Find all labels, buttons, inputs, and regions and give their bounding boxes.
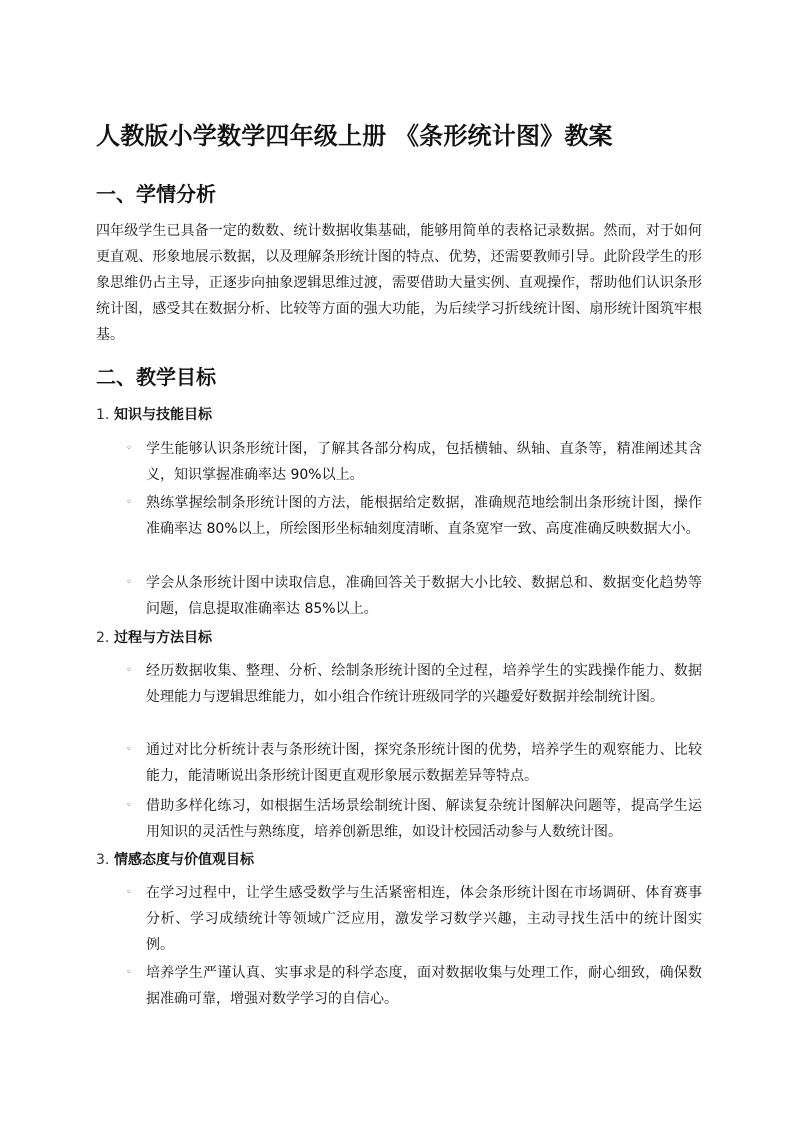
list-bullet — [126, 436, 702, 488]
bullet-icon: ◦ — [126, 665, 132, 676]
bullet-text: 经历数据收集、整理、分析、绘制条形统计图的全过程，培养学生的实践操作能力、数据处理能力与逻辑思维能力，如小组合作统计班级同学的兴趣爱好数据并绘制统计图。 — [146, 663, 702, 705]
bullet-icon: ◦ — [126, 497, 132, 508]
analysis-paragraph: 四年级学生已具备一定的数数、统计数据收集基础，能够用简单的表格记录数据。然而，对于如何更直观、形象地展示数据，以及理解条形统计图的特点、优势，还需要教师引导。此阶段学生的形象思维仍占主导，正逐步向抽象逻辑思维过渡，需要借助大量实例、直观操作，帮助他们认识条形统计图，感受其在数据分析、比较等方面的强大功能，为后续学习折线统计图、扇形统计图筑牢根基。 — [96, 223, 702, 343]
bullet-text: 学生能够认识条形统计图，了解其各部分构成，包括横轴、纵轴、直条等，精准阐述其含义，知识掌握准确率达 90%以上。 — [146, 441, 702, 483]
list-bullet — [126, 570, 702, 622]
bullet-text: 在学习过程中，让学生感受数学与生活紧密相连，体会条形统计图在市场调研、体育赛事分析、学习成绩统计等领域广泛应用，激发学习数学兴趣，主动寻找生活中的统计图实例。 — [146, 885, 702, 953]
bullet-icon: ◦ — [126, 887, 132, 898]
bullet-text: 培养学生严谨认真、实事求是的科学态度，面对数据收集与处理工作，耐心细致，确保数据准确可靠，增强对数学学习的自信心。 — [146, 965, 702, 1007]
objective-item-attitude — [96, 848, 254, 872]
bullet-icon: ◦ — [126, 577, 132, 588]
bullet-icon: ◦ — [126, 967, 132, 978]
bullet-text: 通过对比分析统计表与条形统计图，探究条形统计图的优势，培养学生的观察能力、比较能力，能清晰说出条形统计图更直观形象展示数据差异等特点。 — [146, 742, 702, 784]
bullet-icon: ◦ — [126, 744, 132, 755]
list-bullet — [126, 737, 702, 789]
list-bullet — [126, 658, 702, 710]
list-number: 2. — [96, 630, 110, 646]
bullet-text: 借助多样化练习，如根据生活场景绘制统计图、解读复杂统计图解决问题等，提高学生运用知识的灵活性与熟练度，培养创新思维，如设计校园活动参与人数统计图。 — [146, 798, 702, 840]
bullet-text: 学会从条形统计图中读取信息，准确回答关于数据大小比较、数据总和、数据变化趋势等问题，信息提取准确率达 85%以上。 — [146, 575, 702, 617]
list-number: 1. — [96, 407, 110, 423]
document-title: 人教版小学数学四年级上册 《条形统计图》教案 — [96, 122, 613, 150]
list-bullet — [126, 793, 702, 845]
list-bullet — [126, 880, 702, 958]
section-heading-analysis: 一、学情分析 — [96, 182, 216, 206]
bullet-icon: ◦ — [126, 443, 132, 454]
objective-item-process — [96, 626, 212, 650]
list-bullet — [126, 490, 702, 542]
list-bullet — [126, 960, 702, 1012]
section-heading-objectives: 二、教学目标 — [96, 365, 216, 389]
objective-item-knowledge — [96, 403, 212, 427]
bullet-text: 熟练掌握绘制条形统计图的方法，能根据给定数据，准确规范地绘制出条形统计图，操作准确率达 80%以上，所绘图形坐标轴刻度清晰、直条宽窄一致、高度准确反映数据大小。 — [146, 495, 702, 537]
list-number: 3. — [96, 852, 110, 868]
list-label: 过程与方法目标 — [114, 630, 212, 646]
list-label: 情感态度与价值观目标 — [114, 852, 254, 868]
bullet-icon: ◦ — [126, 800, 132, 811]
list-label: 知识与技能目标 — [114, 407, 212, 423]
